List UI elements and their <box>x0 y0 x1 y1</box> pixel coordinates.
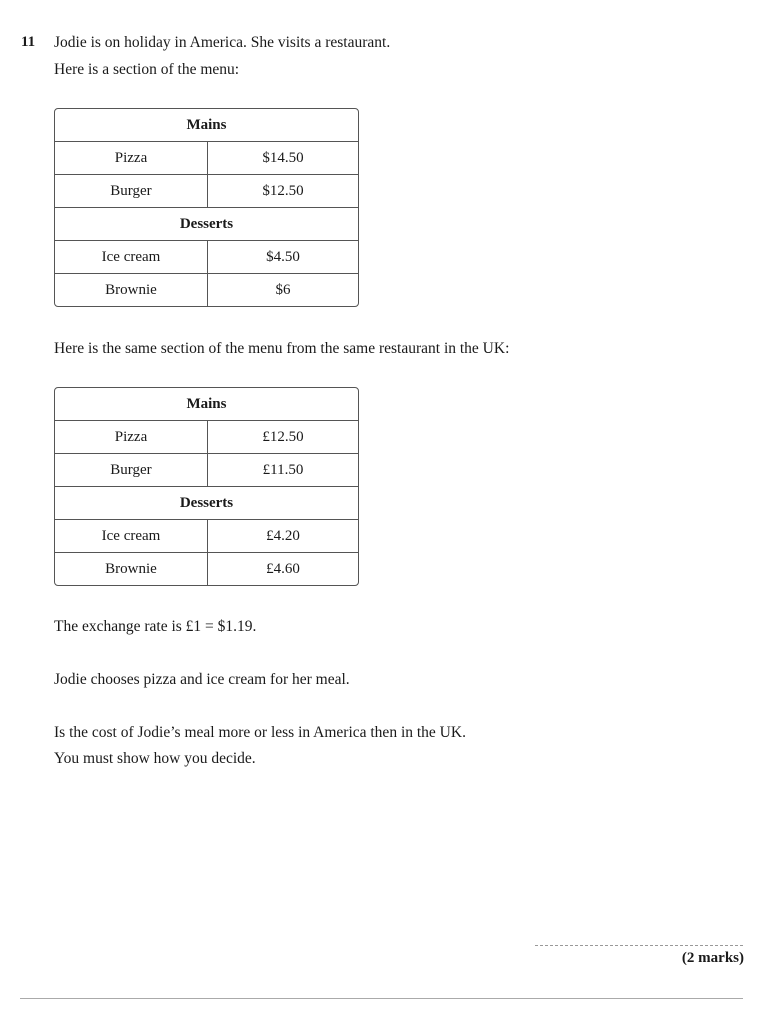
table-row <box>55 141 358 174</box>
table-row <box>55 240 358 273</box>
us-menu-price: $12.50 <box>208 174 358 207</box>
uk-menu-item: Brownie <box>55 552 208 585</box>
table-row <box>55 109 358 141</box>
table-row <box>55 273 358 306</box>
uk-menu-item: Ice cream <box>55 519 208 552</box>
page-divider <box>20 998 743 999</box>
marks-label: (2 marks) <box>681 950 744 966</box>
uk-menu-table <box>54 387 359 586</box>
us-menu-item: Pizza <box>55 141 208 174</box>
us-menu-table <box>54 108 359 307</box>
answer-line[interactable] <box>535 945 743 946</box>
question-instruction: You must show how you decide. <box>54 750 256 767</box>
us-desserts-heading: Desserts <box>55 207 358 240</box>
uk-desserts-heading: Desserts <box>55 486 358 519</box>
table-row <box>55 552 358 585</box>
us-menu-price: $6 <box>208 273 358 306</box>
table-row <box>55 486 358 519</box>
table-row <box>55 453 358 486</box>
exchange-rate-text: The exchange rate is £1 = $1.19. <box>54 618 257 635</box>
uk-menu-item: Burger <box>55 453 208 486</box>
us-menu-item: Ice cream <box>55 240 208 273</box>
table-row <box>55 519 358 552</box>
uk-menu-price: £12.50 <box>208 420 358 453</box>
uk-menu-price: £4.20 <box>208 519 358 552</box>
table-row <box>55 420 358 453</box>
question-number: 11 <box>21 34 36 50</box>
uk-mains-heading: Mains <box>186 395 227 412</box>
uk-menu-price: £11.50 <box>208 453 358 486</box>
question-intro-1: Jodie is on holiday in America. She visits a restaurant. <box>54 34 391 51</box>
us-mains-heading: Mains <box>186 116 227 133</box>
meal-choice-text: Jodie chooses pizza and ice cream for her meal. <box>54 671 350 688</box>
us-menu-item: Burger <box>55 174 208 207</box>
uk-menu-intro: Here is the same section of the menu from the same restaurant in the UK: <box>54 340 510 357</box>
question-intro-2: Here is a section of the menu: <box>54 61 240 78</box>
uk-menu-price: £4.60 <box>208 552 358 585</box>
us-menu-price: $14.50 <box>208 141 358 174</box>
us-menu-price: $4.50 <box>208 240 358 273</box>
question-prompt: Is the cost of Jodie’s meal more or less in America then in the UK. <box>54 724 466 741</box>
uk-menu-item: Pizza <box>55 420 208 453</box>
table-row <box>55 388 358 420</box>
table-row <box>55 207 358 240</box>
us-menu-item: Brownie <box>55 273 208 306</box>
table-row <box>55 174 358 207</box>
